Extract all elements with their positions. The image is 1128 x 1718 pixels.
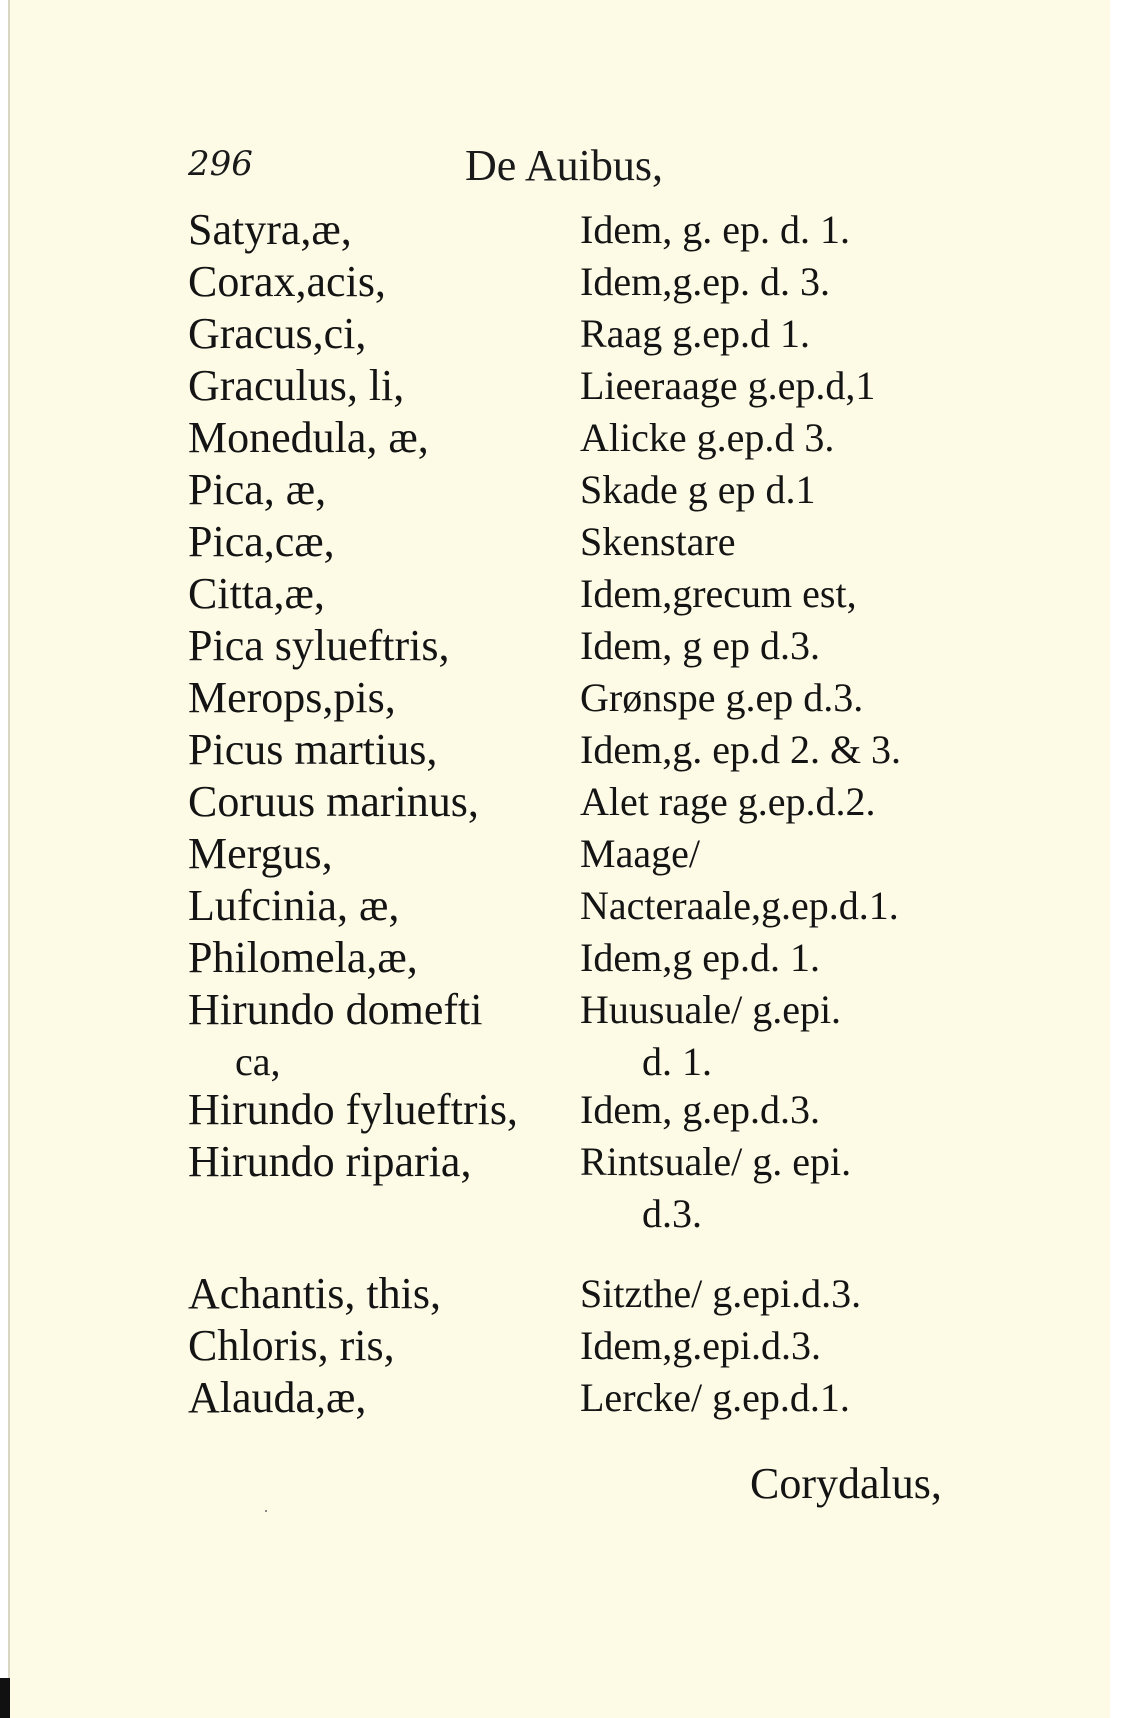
vernacular-term: Rintsuale/ g. epi.	[580, 1139, 852, 1184]
latin-term: Pica,cæ,	[188, 517, 335, 566]
glossary-entry	[10, 1320, 1110, 1372]
glossary-entry	[10, 776, 1110, 828]
glossary-entry-continuation	[10, 1036, 1110, 1084]
latin-term: Lufcinia, æ,	[188, 881, 400, 930]
book-page	[10, 0, 1110, 1718]
glossary-entry	[10, 672, 1110, 724]
latin-term: Citta,æ,	[188, 569, 325, 618]
latin-term: Satyra,æ,	[188, 205, 352, 254]
vernacular-term: Idem,g.epi.d.3.	[580, 1323, 822, 1368]
glossary-entry	[10, 308, 1110, 360]
vernacular-term: Idem,grecum est,	[580, 571, 857, 616]
vernacular-term: Idem, g.ep.d.3.	[580, 1087, 820, 1132]
paper-speck	[265, 1510, 267, 1512]
vernacular-term: Skenstare	[580, 519, 736, 564]
glossary-entry	[10, 932, 1110, 984]
latin-term: Graculus, li,	[188, 361, 405, 410]
latin-term: Alauda,æ,	[188, 1373, 367, 1422]
latin-term: Hirundo riparia,	[188, 1137, 472, 1186]
glossary-entry-continuation	[10, 1188, 1110, 1268]
vernacular-term: d.3.	[642, 1191, 702, 1236]
latin-term: ca,	[235, 1039, 281, 1084]
vernacular-term: Huusuale/ g.epi.	[580, 987, 842, 1032]
glossary-entry	[10, 724, 1110, 776]
page-binding-edge	[0, 0, 10, 1718]
vernacular-term: Alicke g.ep.d 3.	[580, 415, 835, 460]
glossary-entry	[10, 1084, 1110, 1136]
glossary-entry	[10, 828, 1110, 880]
latin-term: Hirundo domefti	[188, 985, 483, 1034]
vernacular-term: Idem,g. ep.d 2. & 3.	[580, 727, 902, 772]
latin-term: Pica sylueftris,	[188, 621, 450, 670]
glossary-entry	[10, 880, 1110, 932]
vernacular-term: Nacteraale,g.ep.d.1.	[580, 883, 899, 928]
latin-term: Monedula, æ,	[188, 413, 429, 462]
glossary-entry	[10, 984, 1110, 1036]
vernacular-term: Skade g ep d.1	[580, 467, 816, 512]
vernacular-term: Idem,g.ep. d. 3.	[580, 259, 830, 304]
glossary-entry	[10, 1136, 1110, 1188]
latin-term: Merops,pis,	[188, 673, 396, 722]
latin-term: Corax,acis,	[188, 257, 386, 306]
vernacular-term: Idem, g ep d.3.	[580, 623, 820, 668]
latin-term: Picus martius,	[188, 725, 438, 774]
vernacular-term: Lieeraage g.ep.d,1	[580, 363, 876, 408]
glossary-list	[10, 204, 1110, 1424]
glossary-entry	[10, 568, 1110, 620]
vernacular-term: Sitzthe/ g.epi.d.3.	[580, 1271, 862, 1316]
latin-term: Achantis, this,	[188, 1269, 441, 1318]
vernacular-term: Maage/	[580, 831, 700, 876]
latin-term: Pica, æ,	[188, 465, 327, 514]
vernacular-term: d. 1.	[642, 1039, 712, 1084]
glossary-entry	[10, 516, 1110, 568]
latin-term: Coruus marinus,	[188, 777, 479, 826]
running-title: De Auibus,	[465, 141, 663, 190]
latin-term: Gracus,ci,	[188, 309, 367, 358]
glossary-entry	[10, 620, 1110, 672]
page-header	[10, 140, 1110, 200]
vernacular-term: Grønspe g.ep d.3.	[580, 675, 864, 720]
glossary-entry	[10, 1372, 1110, 1424]
glossary-entry	[10, 256, 1110, 308]
glossary-entry	[10, 1268, 1110, 1320]
vernacular-term: Idem,g ep.d. 1.	[580, 935, 820, 980]
vernacular-term: Lercke/ g.ep.d.1.	[580, 1375, 850, 1420]
page-number: 296	[188, 144, 253, 184]
vernacular-term: Raag g.ep.d 1.	[580, 311, 810, 356]
latin-term: Chloris, ris,	[188, 1321, 395, 1370]
glossary-entry	[10, 360, 1110, 412]
latin-term: Hirundo fylueftris,	[188, 1085, 518, 1134]
glossary-entry	[10, 204, 1110, 256]
latin-term: Philomela,æ,	[188, 933, 418, 982]
glossary-entry	[10, 412, 1110, 464]
glossary-entry	[10, 464, 1110, 516]
catchword: Corydalus,	[750, 1459, 942, 1508]
vernacular-term: Alet rage g.ep.d.2.	[580, 779, 876, 824]
vernacular-term: Idem, g. ep. d. 1.	[580, 207, 850, 252]
latin-term: Mergus,	[188, 829, 333, 878]
